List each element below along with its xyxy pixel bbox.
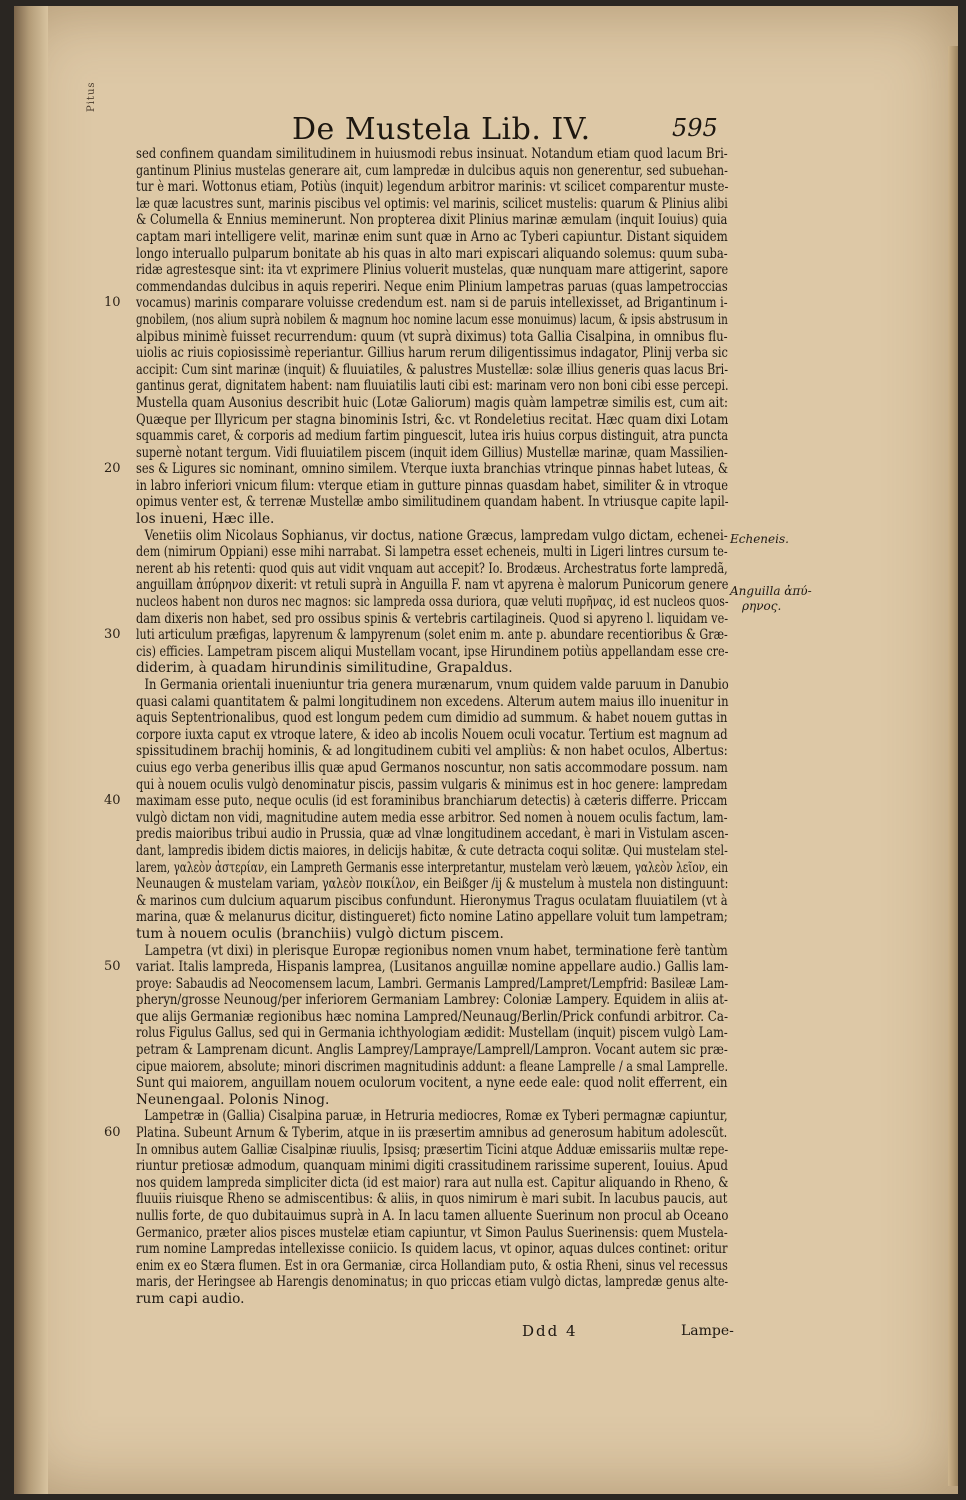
text-line: Sunt qui maiorem, anguillam nouem oculorum vocitent, a nyne eede eale: quod nolit efferrent, ein — [136, 1075, 728, 1092]
running-head: De Mustela Lib. IV. — [292, 112, 591, 147]
text-line: gnobilem, (nos alium suprà nobilem & magnum hoc nomine lacum esse monuimus) lacum, & ipsis abstrusum in — [136, 311, 728, 328]
text-line: pheryn/grosse Neunoug/per inferiorem Germaniam Lambrey: Coloniæ Lampery. Equidem in aliis at- — [136, 992, 728, 1009]
text-line: marina, quæ & melanurus dicitur, distingueret) ficto nomine Latino appellare voluit tum lampetram; — [136, 909, 728, 926]
marginal-note-anguilla: Anguilla ἀπύ- — [730, 584, 812, 598]
text-line: anguillam ἀπύρηνον dixerit: vt retuli suprà in Anguilla F. nam vt apyrena è malorum Punicorum genere — [136, 577, 729, 594]
text-line: larem, γαλεὸν ἀστερίαν, ein Lampreth Germanis esse interpretantur, mustelam verò læuem, γαλεὸν λεῖον, ein — [136, 859, 729, 876]
text-line: petram & Lamprenam dicunt. Anglis Lamprey/Lampraye/Lamprell/Lampron. Vocant autem sic præ- — [136, 1042, 728, 1059]
text-line: rum nomine Lampredas intellexisse coniicio. Is quidem lacus, vt opinor, aquas dulces continet: oritur — [136, 1241, 728, 1258]
text-line: ridæ agrestesque sint: ita vt exprimere Plinius voluerit mustelas, quæ nunquam mare attigerint, sapore — [136, 262, 729, 279]
text-line: maris, der Heringsee ab Harengis denominatus; in quo priccas etiam vulgò dictas, lampredæ genus alte- — [136, 1274, 729, 1291]
text-line: & Columella & Ennius meminerunt. Non propterea dixit Plinius marinæ æmulam (inquit Iouius) quia — [136, 212, 728, 229]
line-number: 20 — [104, 461, 121, 477]
text-line: vulgò dictam non vidi, magnitudine autem media esse arbitror. Sed nomen à nouem oculis factum, lam- — [136, 809, 728, 826]
catchword: Lampe- — [681, 1323, 734, 1339]
text-line: alpibus minimè fuisset recurrendum: quum (vt suprà diximus) tota Gallia Cisalpina, in omnibus flu- — [136, 328, 728, 345]
text-line: dant, lampredis ibidem dictis maiores, in delicijs habitæ, & cute detracta coqui solitæ. Qui mustelam stel- — [136, 842, 728, 859]
text-line: in labro inferiori vnicum filum: vterque etiam in gutture pinnas quasdam habet, similiter & in vtroque — [136, 477, 729, 494]
line-number: 50 — [104, 959, 121, 975]
text-line: tum à nouem oculis (branchiis) vulgò dictum piscem. — [136, 925, 504, 942]
page-number: 595 — [672, 114, 718, 142]
text-line: dam dixeris non habet, sed pro ossibus spinis & vertebris cartilagineis. Quod si apyreno l. liquidam ve- — [136, 610, 729, 627]
text-line: accipit: Cum sint marinæ (inquit) & fluuiatiles, & palustres Mustellæ: solæ illius generis quas lacus Bri- — [136, 361, 728, 378]
text-line: riuntur pretiosæ admodum, quanquam minimi digiti crassitudinem rarissime superent, Iouius. Apud — [136, 1158, 728, 1175]
text-line: gantinum Plinius mustelas generare ait, cum lampredæ in dulcibus aquis non generentur, sed subuehan- — [136, 162, 728, 179]
margin-scribble: Pitus — [86, 81, 97, 112]
text-line: In omnibus autem Galliæ Cisalpinæ riuulis, Ipsisq; præsertim Ticini atque Adduæ emissariis multæ repe- — [136, 1141, 729, 1158]
text-line: qui à nouem oculis vulgò denominatur piscis, passim vulgaris & minimus est in hoc genere: lampredam — [136, 776, 728, 793]
text-line: captam mari intelligere velit, marinæ enim sunt quæ in Arno ac Tyberi capiuntur. Distant siquidem — [136, 228, 728, 245]
text-line: Mustella quam Ausonius describit huic (Lotæ Galiorum) magis quàm lampetræ similis est, cum ait: — [136, 394, 728, 411]
text-line: Lampetræ in (Gallia) Cisalpina paruæ, in Hetruria mediocres, Romæ ex Tyberi permagnæ capiuntur, — [144, 1108, 728, 1125]
text-line: Neunaugen & mustelam variam, γαλεὸν ποικίλον, ein Beißger /ij & mustelum à mustela non distinguunt: — [136, 876, 729, 893]
body-text — [136, 146, 728, 1308]
text-line: diderim, à quadam hirundinis similitudine, Grapaldus. — [136, 660, 513, 677]
text-line: supernè notant tergum. Vidi fluuiatilem piscem (inquit idem Gillius) Mustellæ marinæ, quam Massilien- — [136, 444, 728, 461]
text-line: opimus venter est, & terrenæ Mustellæ ambo similitudinem quandam habent. In vtriusque capite lapil- — [136, 494, 729, 511]
text-line: commendandas dulcibus in aquis reperiri. Neque enim Plinium lampetras paruas (quas lampetroccias — [136, 278, 728, 295]
text-line: predis maioribus tribui audio in Prussia, quæ ad vlnæ longitudinem accedant, è mari in Vistulam ascen- — [136, 826, 729, 843]
text-line: vocamus) marinis comparare voluisse credendum est. nam si de paruis intellexisset, ad Brigantinum i- — [136, 295, 728, 312]
marginal-note-echeneis: Echeneis. — [730, 532, 789, 546]
text-line: tur è mari. Wottonus etiam, Potiùs (inquit) legendum arbitror marinis: vt scilicet comparentur muste- — [136, 179, 729, 196]
text-line: gantinus gerat, dignitatem habent: nam fluuiatilis lauti cibi est: marinam vero non boni cibi esse percepi. — [136, 378, 729, 395]
text-line: nos quidem lampreda simpliciter dicta (id est maior) rara aut nulla est. Capitur aliquando in Rheno, & — [136, 1174, 729, 1191]
text-line: longo interuallo pulparum bonitate ab his quas in alto mari expiscari aliquando solemus: quum suba- — [136, 245, 728, 262]
text-line: Venetiis olim Nicolaus Sophianus, vir doctus, natione Græcus, lampredam vulgo dictam, echenei- — [144, 527, 728, 544]
text-line: luti articulum præfigas, lapyrenum & lampyrenum (solet enim m. ante p. abundare recentioribus & Græ- — [136, 627, 728, 644]
text-line: proye: Sabaudis ad Neocomensem lacum, Lambri. Germanis Lampred/Lampret/Lempfrid: Basileæ Lam- — [136, 975, 729, 992]
text-line: Platina. Subeunt Arnum & Tyberim, atque in iis præsertim amnibus ad generosum habitum adolescũt. — [136, 1125, 728, 1142]
text-line: los inueni, Hæc ille. — [136, 511, 275, 528]
text-line: Germanico, præter alios pisces mustelæ etiam capiuntur, vt Simon Paulus Suerinensis: quem Mustela- — [136, 1224, 728, 1241]
text-line: rolus Figulus Gallus, sed qui in Germania ichthyologiam ædidit: Mustellam (inquit) piscem vulgò Lam- — [136, 1025, 728, 1042]
text-line: sed confinem quandam similitudinem in huiusmodi rebus insinuat. Notandum etiam quod lacum Bri- — [136, 146, 728, 162]
text-line: variat. Italis lampreda, Hispanis lamprea, (Lusitanos anguillæ nomine appellare audio.) Gallis lam- — [136, 959, 729, 976]
page-edge — [948, 46, 958, 1486]
text-line: læ quæ lacustres sunt, marinis piscibus vel optimis: vel marinis, scilicet mustelis: quarum & Plinius alibi — [136, 195, 728, 212]
text-line: squammis caret, & corporis ad medium fartim pinguescit, lutea iris huius corpus distinguit, atra puncta — [136, 428, 729, 445]
text-line: aquis Septentrionalibus, quod est longum pedem cum dimidio ad summum. & habet nouem guttas in — [136, 710, 728, 727]
text-line: fluuiis riuisque Rheno se admiscentibus: & aliis, in quos nimirum è mari subit. In lacubus paucis, aut — [136, 1191, 728, 1208]
text-line: rum capi audio. — [136, 1290, 245, 1307]
text-line: nullis forte, de quo dubitauimus suprà in A. In lacu tamen alluente Suerinum non procul ab Oceano — [136, 1208, 729, 1224]
text-line: ses & Ligures sic nominant, omnino similem. Vterque iuxta branchias vtrinque pinnas habet luteas, & — [136, 461, 729, 478]
text-line: cuius ego verba generibus illis quæ apud Germanos noscuntur, non satis accommodare possum. nam — [136, 759, 728, 776]
text-line: cis) efficies. Lampetram piscem aliqui Mustellam vocant, ipse Hirundinem potiùs appellandam esse cre- — [136, 643, 729, 660]
text-line: & marinos cum dulcium aquarum piscibus confundunt. Hieronymus Tragus oculatam fluuiatilem (vt à — [136, 892, 728, 909]
marginal-note-anguilla-cont: ρηνος. — [742, 599, 782, 613]
text-line: maximam esse puto, neque oculis (id est foraminibus branchiarum detectis) à cæteris differre. Priccam — [136, 793, 728, 810]
text-line: enim ex eo Stæra flumen. Est in ora Germaniæ, circa Hollandiam puto, & ostia Rheni, sinus vel recessus — [136, 1257, 728, 1274]
text-line: nucleos habent non duros nec magnos: sic lampreda ossa duriora, quæ veluti πυρῆνας, id est nucleos quos- — [136, 594, 729, 611]
text-line: In Germania orientali inueniuntur tria genera murænarum, vnum quidem valde paruum in Danubio — [144, 677, 729, 693]
line-number: 60 — [104, 1125, 121, 1141]
text-line: Quæque per Illyricum per stagna binominis Istri, &c. vt Rondeletius recitat. Hæc quam dixi Lotam — [136, 411, 729, 428]
text-line: uiolis ac riuis copiosissimè reperiantur. Gillius harum rerum diligentissimus indagator, Plinij verba sic — [136, 345, 728, 362]
text-line: corpore iuxta caput ex vtroque latere, & ideo ab incolis Nouem oculi vocatur. Tertium est magnum ad — [136, 726, 728, 743]
text-line: Lampetra (vt dixi) in plerisque Europæ regionibus nomen vnum habet, terminatione ferè tantùm — [144, 942, 728, 959]
text-line: nerent ab his retenti: quod quis aut vidit vnquam aut accepit? Io. Brodæus. Archestratus forte lampredã, — [136, 560, 728, 577]
text-line: cipue maiorem, absolute; minori discrimen magnitudinis addunt: a fleane Lamprelle / a smal Lamprelle. — [136, 1058, 729, 1075]
line-number: 30 — [104, 627, 121, 643]
text-line: Neunengaal. Polonis Ninog. — [136, 1091, 330, 1108]
text-line: dem (nimirum Oppiani) esse mihi narrabat. Si lampetra esset echeneis, multi in Ligeri lintres cursum te- — [136, 544, 728, 561]
line-number: 40 — [104, 793, 121, 809]
binding-gutter — [14, 6, 48, 1494]
text-line: que alijs Germaniæ regionibus hæc nomina Lampred/Neunaug/Berlin/Prick confundi arbitror. Ca- — [136, 1008, 729, 1025]
text-line: quasi calami quantitatem & palmi longitudinem non excedens. Alterum autem maius illo inuenitur in — [136, 693, 729, 710]
signature-mark: Ddd 4 — [522, 1322, 578, 1340]
line-number: 10 — [104, 295, 121, 311]
text-line: spissitudinem brachij hominis, & ad longitudinem cubiti vel ampliùs: & non habet oculos, Albertus: — [136, 743, 728, 760]
